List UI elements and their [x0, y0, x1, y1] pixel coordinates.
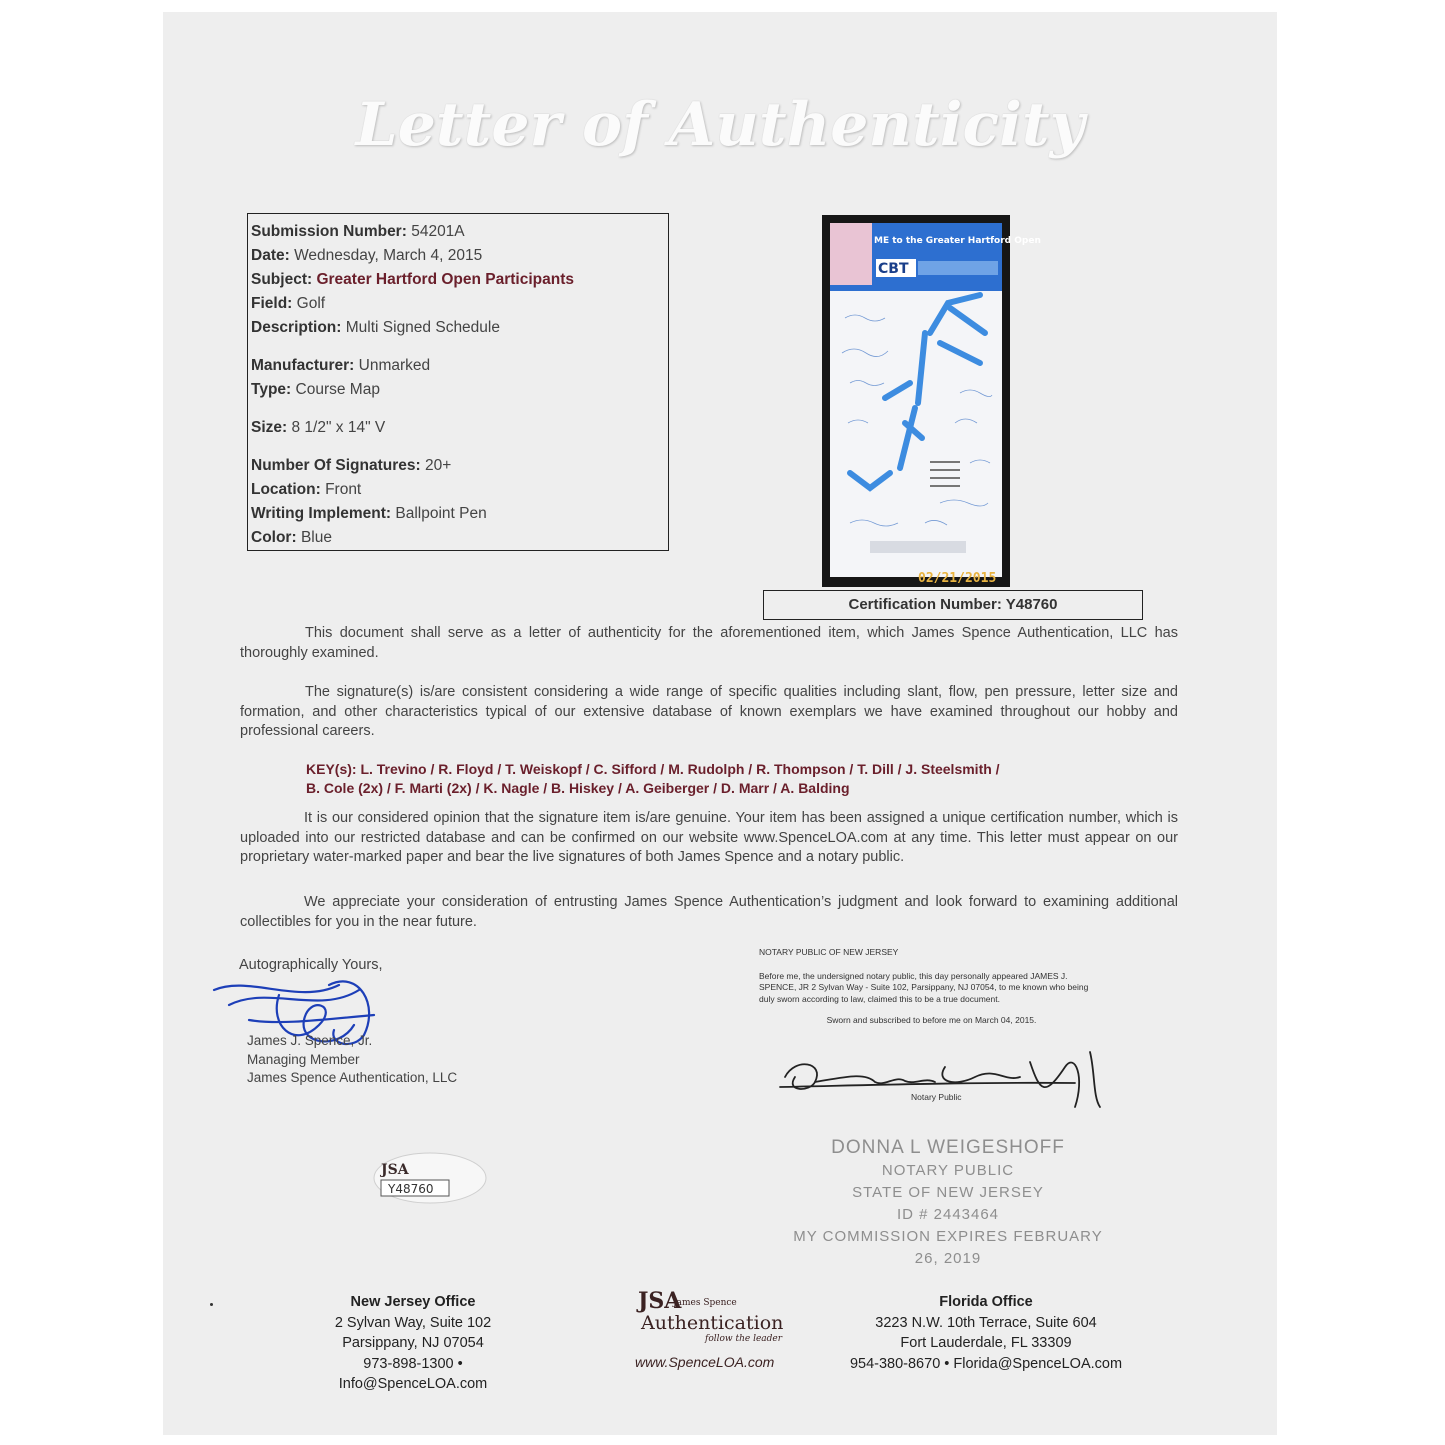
color-row [251, 526, 668, 550]
logo-url[interactable]: www.SpenceLOA.com [635, 1354, 775, 1370]
submission-row [251, 220, 668, 244]
nj-address-2: Parsippany, NJ 07054 [342, 1335, 484, 1351]
sticker-brand: JSA [381, 1162, 409, 1178]
item-info-box [247, 213, 669, 551]
signatures-value: 20+ [424, 457, 452, 474]
size-label: Size: [251, 419, 288, 436]
notary-heading: NOTARY PUBLIC OF NEW JERSEY [759, 947, 899, 957]
manufacturer-label: Manufacturer: [251, 357, 355, 374]
notary-signature [775, 1037, 1115, 1117]
color-label: Color: [251, 529, 297, 546]
paragraph-2: The signature(s) is/are consistent considering a wide range of specific qualities including slant, flow, pen pressure, letter size and formation, and other characteristics typical of our extensive database of known exemplars we have examined throughout our hobby and professional careers. [240, 684, 1178, 739]
implement-value: Ballpoint Pen [395, 505, 487, 522]
footer-fl-office [846, 1292, 1126, 1374]
logo-tagline: follow the leader [705, 1334, 783, 1344]
manufacturer-row [251, 354, 668, 378]
course-map-image [830, 223, 1041, 586]
paragraph-3: It is our considered opinion that the signature item is/are genuine. Your item has been assigned a unique certification number, which is uploaded into our restricted database and can be confirmed on our website www.SpenceLOA.com at any time. This letter must appear on our proprietary water-marked paper and bear the live signatures of both James Spence and a notary public. [240, 810, 1178, 865]
signer-name: James J. Spence, Jr. [247, 1033, 373, 1048]
certification-box [763, 590, 1143, 620]
location-value: Front [325, 481, 362, 498]
fl-contact[interactable]: 954-380-8670 • Florida@SpenceLOA.com [849, 1355, 1123, 1372]
size-value: 8 1/2" x 14" V [291, 419, 386, 436]
certification-number: Y48760 [1005, 596, 1058, 613]
date-label: Date: [251, 247, 290, 264]
color-value: Blue [300, 529, 332, 546]
size-row [251, 416, 668, 440]
implement-row [251, 502, 668, 526]
field-value: Golf [296, 295, 326, 312]
submission-label: Submission Number: [251, 223, 407, 240]
key-signers [306, 760, 1206, 798]
nj-contact[interactable]: 973-898-1300 • Info@SpenceLOA.com [338, 1355, 488, 1392]
signatures-label: Number Of Signatures: [251, 457, 421, 474]
footer-nj-office [303, 1292, 523, 1395]
signer-company: James Spence Authentication, LLC [247, 1070, 458, 1085]
implement-label: Writing Implement: [251, 505, 392, 522]
certification-label: Certification Number: [848, 596, 1002, 613]
subject-label: Subject: [251, 271, 313, 288]
stamp-expiry: MY COMMISSION EXPIRES FEBRUARY 26, 2019 [793, 1228, 1103, 1267]
paragraph-1: This document shall serve as a letter of authenticity for the aforementioned item, which James Spence Authentication, LLC has thoroughly examined. [240, 625, 1178, 661]
stamp-name: DONNA L WEIGESHOFF [831, 1137, 1065, 1158]
paragraph-4: We appreciate your consideration of entrusting James Spence Authentication’s judgment and look forward to examining additional collectibles for you in the near future. [240, 894, 1178, 930]
stamp-title: NOTARY PUBLIC [881, 1162, 1015, 1179]
photo-banner-text: ME to the Greater Hartford Open [874, 236, 1041, 246]
manufacturer-value: Unmarked [358, 357, 431, 374]
document-title: Letter of Authenticity [355, 90, 1085, 160]
jsa-hologram-sticker [373, 1152, 487, 1204]
key-line-1: KEY(s): L. Trevino / R. Floyd / T. Weiskopf / C. Sifford / M. Rudolph / R. Thompson / T. Dill / J. Steelsmith / [306, 761, 1000, 777]
notary-block [759, 947, 1104, 1027]
closing-text: Autographically Yours, [239, 957, 383, 973]
notary-sworn: Sworn and subscribed to before me on March 04, 2015. [826, 1015, 1037, 1025]
key-line-2: B. Cole (2x) / F. Marti (2x) / K. Nagle / B. Hiskey / A. Geiberger / D. Marr / A. Balding [306, 780, 850, 796]
field-label: Field: [251, 295, 293, 312]
description-value: Multi Signed Schedule [345, 319, 500, 336]
stamp-state: STATE OF NEW JERSEY [852, 1184, 1044, 1201]
paper-mark [210, 1303, 213, 1306]
logo-jsa-text: JSA [638, 1288, 682, 1314]
item-photo [822, 215, 1041, 587]
logo-james-text: James Spence [673, 1298, 737, 1308]
signer-role: Managing Member [247, 1051, 360, 1067]
notary-stamp [788, 1136, 1108, 1270]
course-map-illustration [830, 223, 1041, 577]
date-row [251, 244, 668, 268]
signer-details [247, 1032, 457, 1088]
stamp-id: ID # 2443464 [896, 1206, 1000, 1223]
subject-value: Greater Hartford Open Participants [316, 271, 575, 288]
logo-auth-text: Authentication [641, 1312, 784, 1334]
nj-heading: New Jersey Office [350, 1294, 476, 1310]
notary-text: Before me, the undersigned notary public, this day personally appeared JAMES J. SPENCE, JR 2 Sylvan Way - Suite 102, Parsippany, NJ 07054, to me known who being duly sworn according to law, claimed this to be a true document. [759, 970, 1089, 1004]
certificate-paper [163, 12, 1277, 1435]
type-label: Type: [251, 381, 292, 398]
signatures-row [251, 454, 668, 478]
jsa-logo [623, 1288, 793, 1388]
photo-sponsor-text: CBT [878, 261, 909, 277]
type-row [251, 378, 668, 402]
signoff-block [239, 957, 458, 1085]
subject-row [251, 268, 668, 292]
location-label: Location: [251, 481, 321, 498]
submission-value: 54201A [411, 223, 465, 240]
field-row [251, 292, 668, 316]
location-row [251, 478, 668, 502]
notary-caption: Notary Public [911, 1092, 962, 1102]
type-value: Course Map [295, 381, 380, 398]
fl-address-1: 3223 N.W. 10th Terrace, Suite 604 [875, 1314, 1097, 1331]
sticker-number: Y48760 [388, 1182, 434, 1196]
photo-date-stamp: 02/21/2015 [918, 571, 997, 586]
date-value: Wednesday, March 4, 2015 [294, 247, 483, 264]
description-label: Description: [251, 319, 342, 336]
fl-heading: Florida Office [939, 1294, 1033, 1310]
fl-address-2: Fort Lauderdale, FL 33309 [900, 1335, 1072, 1351]
description-row [251, 316, 668, 340]
nj-address-1: 2 Sylvan Way, Suite 102 [334, 1314, 492, 1331]
